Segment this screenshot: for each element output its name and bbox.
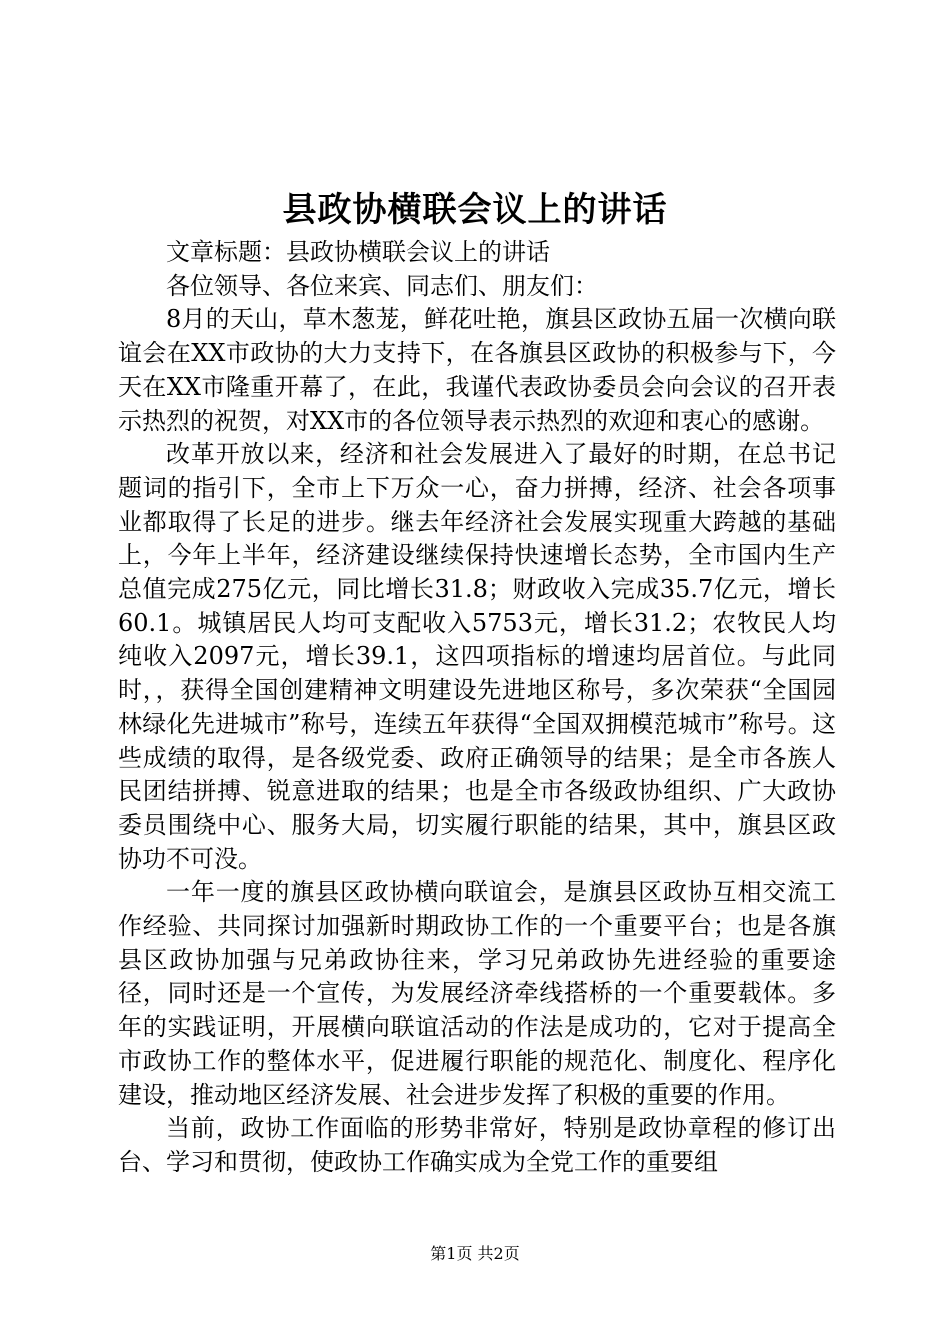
paragraph-current-situation: 当前，政协工作面临的形势非常好，特别是政协章程的修订出台、学习和贯彻，使政协工作确实成为全党工作的重要组 [118, 1114, 836, 1176]
document-body [118, 236, 836, 1180]
paragraph-achievements: 改革开放以来，经济和社会发展进入了最好的时期，在总书记题词的指引下，全市上下万众一心，奋力拼搏，经济、社会各项事业都取得了长足的进步。继去年经济社会发展实现重大跨越的基础上，今年上半年，经济建设继续保持快速增长态势，全市国内生产总值完成275亿元，同比增长31.8；财政收入完成35.7亿元，增长60.1。城镇居民人均可支配收入5753元，增长31.2；农牧民人均纯收入2097元，增长39.1，这四项指标的增速均居首位。与此同时，，获得全国创建精神文明建设先进地区称号，多次荣获“全国园林绿化先进城市”称号，连续五年获得“全国双拥模范城市”称号。这些成绩的取得，是各级党委、政府正确领导的结果；是全市各族人民团结拼搏、锐意进取的结果；也是全市各级政协组织、广大政协委员围绕中心、服务大局，切实履行职能的结果，其中，旗县区政协功不可没。 [118, 440, 836, 873]
salutation-line: 各位领导、各位来宾、同志们、朋友们： [166, 271, 598, 300]
paragraph-opening: 8月的天山，草木葱茏，鲜花吐艳，旗县区政协五届一次横向联谊会在XX市政协的大力支持下，在各旗县区政协的积极参与下，今天在XX市隆重开幕了，在此，我谨代表政协委员会向会议的召开表示热烈的祝贺，对XX市的各位领导表示热烈的欢迎和衷心的感谢。 [118, 305, 836, 435]
article-title-line: 文章标题：县政协横联会议上的讲话 [166, 238, 550, 266]
paragraph-liaison-meeting: 一年一度的旗县区政协横向联谊会，是旗县区政协互相交流工作经验、共同探讨加强新时期政协工作的一个重要平台；也是各旗县区政协加强与兄弟政协往来，学习兄弟政协先进经验的重要途径，同时还是一个宣传，为发展经济牵线搭桥的一个重要载体。多年的实践证明，开展横向联谊活动的作法是成功的，它对于提高全市政协工作的整体水平，促进履行职能的规范化、制度化、程序化建设，推动地区经济发展、社会进步发挥了积极的重要的作用。 [118, 878, 836, 1109]
document-title: 县政协横联会议上的讲话 [282, 190, 668, 230]
page-footer: 第1页 共2页 [430, 1244, 520, 1263]
